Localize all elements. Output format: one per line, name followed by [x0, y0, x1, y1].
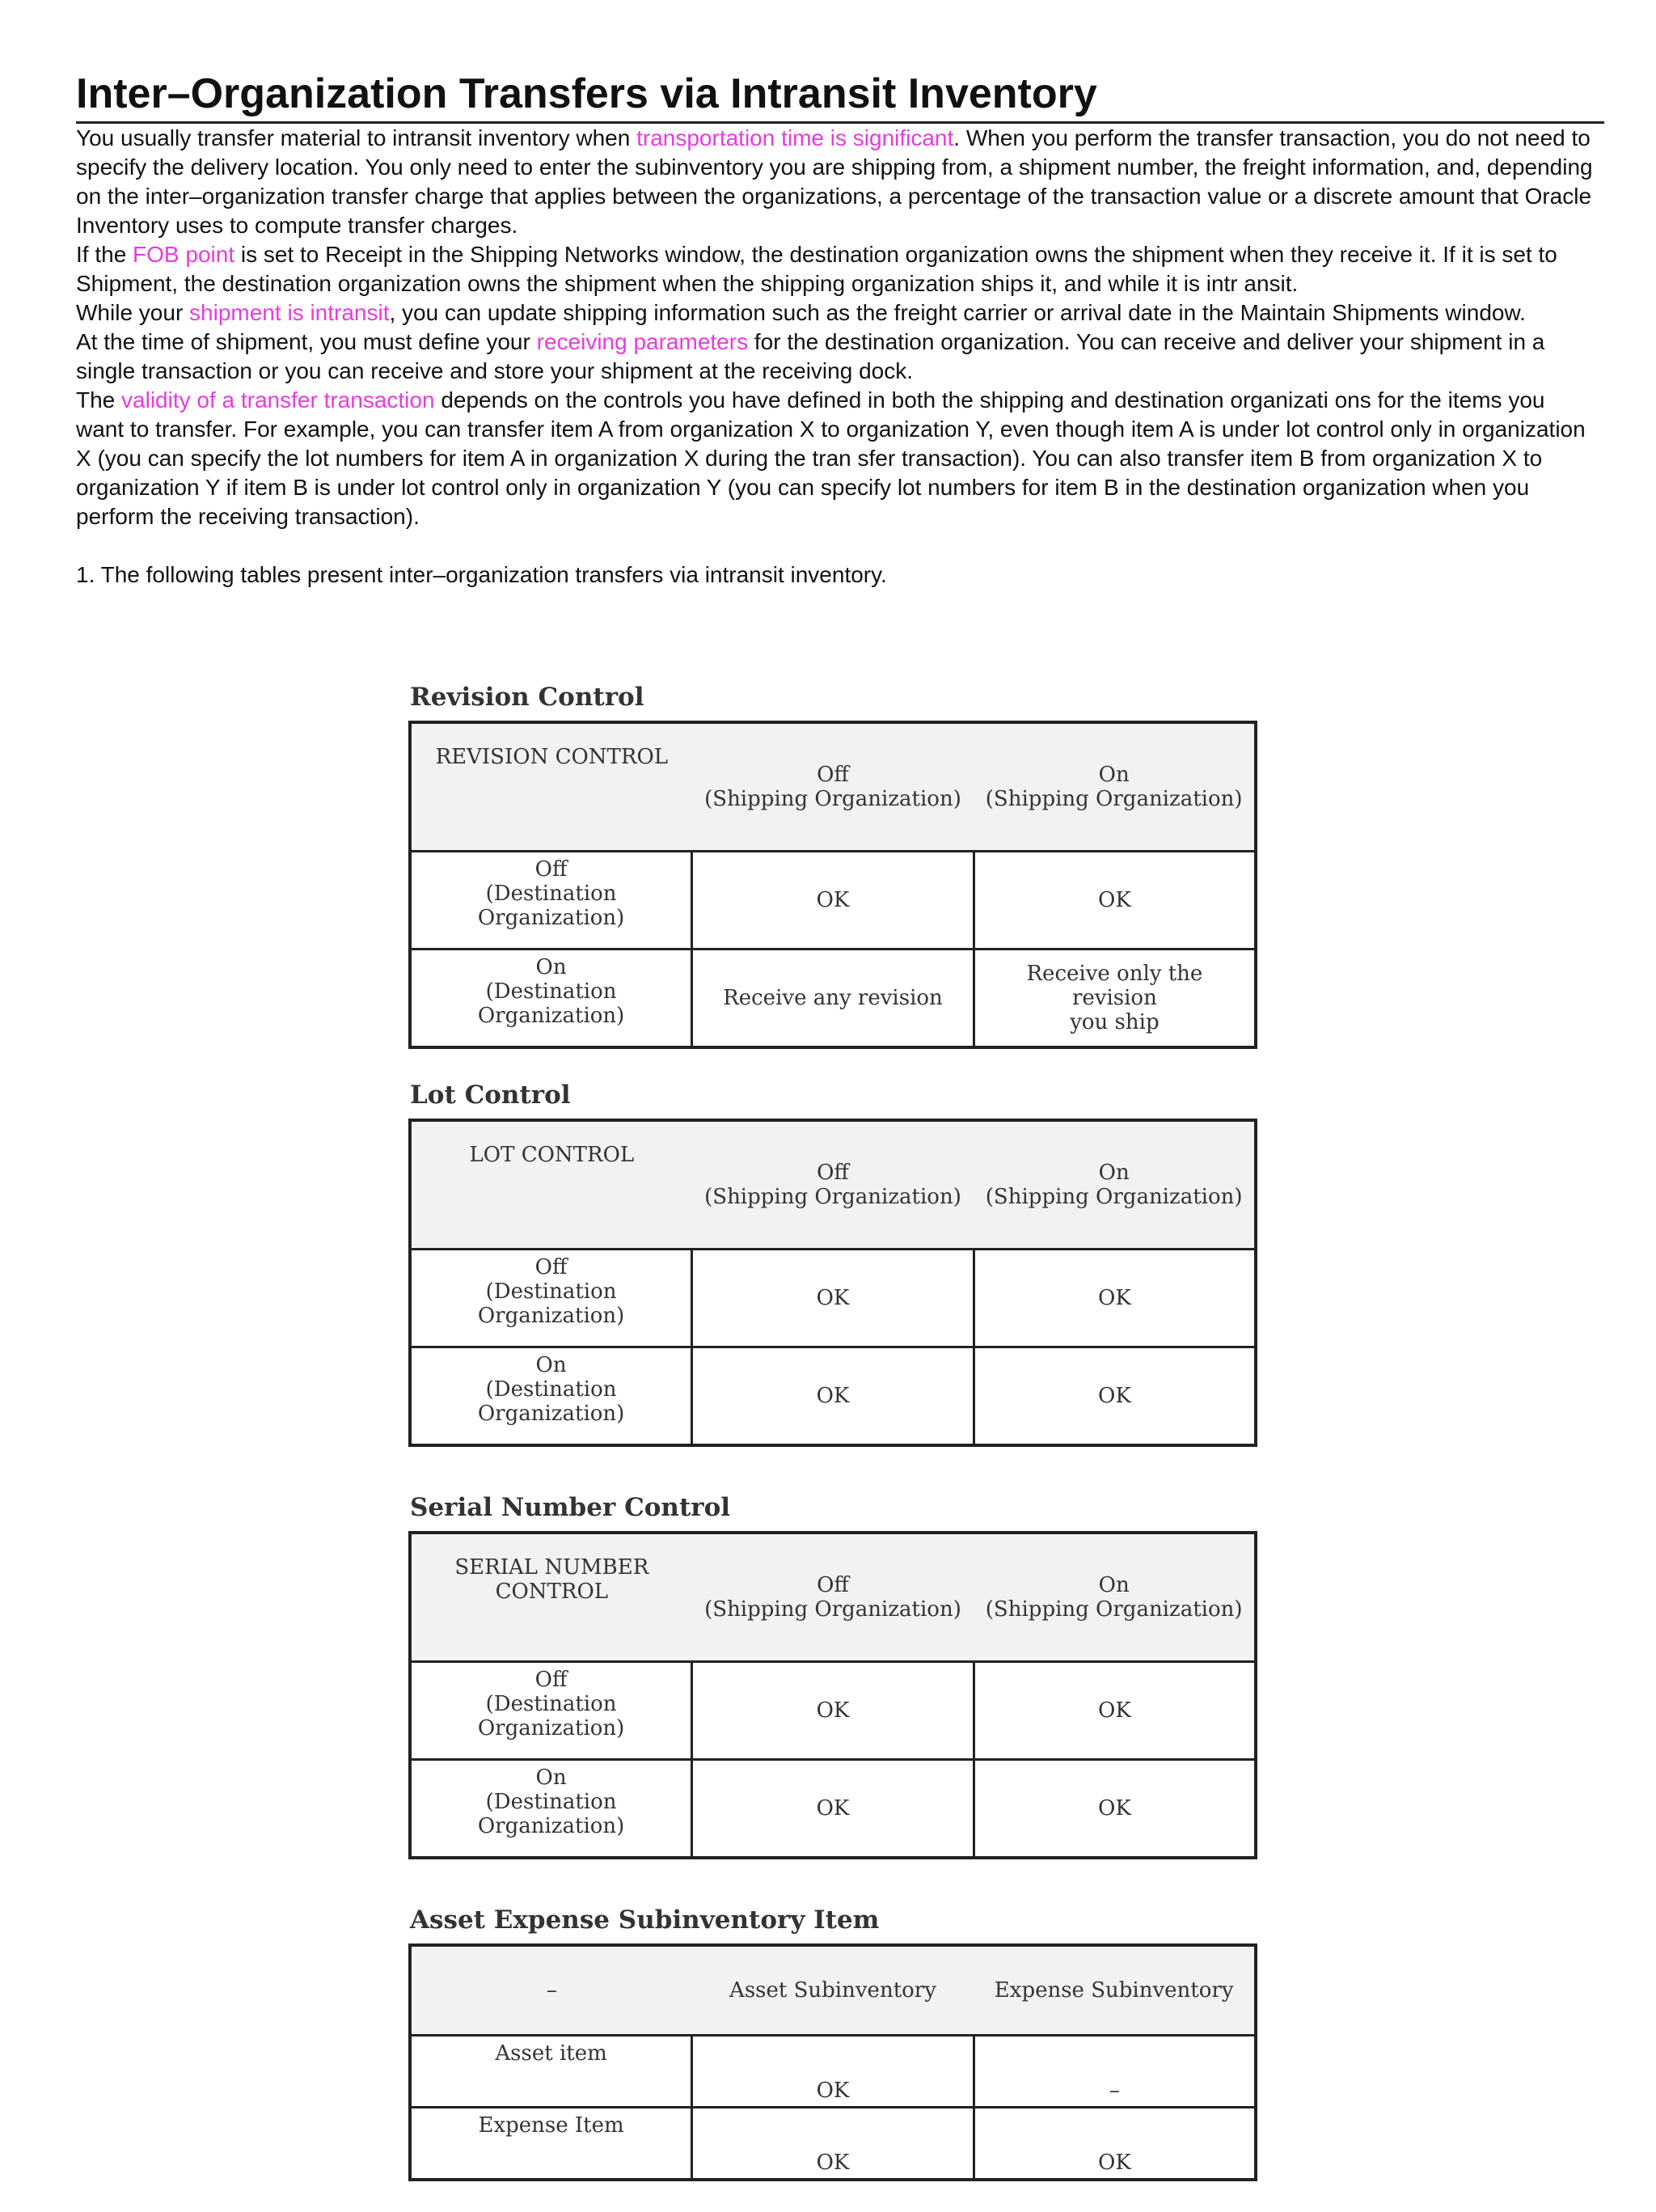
column-header: On (Shipping Organization)	[974, 1120, 1256, 1250]
row-header: On (Destination Organization)	[410, 1347, 692, 1446]
paragraph-text: is set to Receipt in the Shipping Networks window, the destination organization owns the shipment when they receive it. If it is set to Shipment, the destination organization owns the shipment when the shipping organization ships it, and while it is intr ansit.	[76, 242, 1557, 296]
paragraph-text: for the destination organization. You can receive and deliver your shipment in a single transaction or you can receive and store your shipment at the receiving dock.	[76, 329, 1545, 383]
row-header: Asset item	[410, 2036, 692, 2108]
link-fob-point[interactable]: FOB point	[133, 242, 235, 267]
paragraph-text: The	[76, 387, 122, 412]
table-cell: OK	[974, 1347, 1256, 1446]
table-cell: –	[974, 2036, 1256, 2108]
paragraph-text: , you can update shipping information such as the freight carrier or arrival date in the Maintain Shipments window.	[389, 300, 1526, 325]
row-header: Expense Item	[410, 2108, 692, 2180]
asset-expense-block	[408, 1905, 1265, 2181]
revision-control-title: Revision Control	[410, 683, 644, 712]
revision-control-table	[408, 721, 1257, 1049]
table-cell: OK	[974, 852, 1256, 950]
paragraph-fob	[76, 240, 1596, 298]
table-cell: OK	[974, 1760, 1256, 1859]
link-validity-transfer[interactable]: validity of a transfer transaction	[121, 387, 435, 412]
paragraph-text: You usually transfer material to intransit inventory when	[76, 125, 637, 150]
table-cell: OK	[692, 1250, 974, 1347]
column-header: Off (Shipping Organization)	[692, 1533, 974, 1662]
table-corner: SERIAL NUMBER CONTROL	[410, 1533, 692, 1662]
column-header: On (Shipping Organization)	[974, 1533, 1256, 1662]
page-title: Inter–Organization Transfers via Intransit Inventory	[76, 68, 1604, 124]
paragraph-text: depends on the controls you have defined in both the shipping and destination organizati ons for the items you want to transfer. For example, you can transfer item A from organization X to organization Y, even though item A is under lot control only in organization X (you can specify the lot numbers for item A in organization X during the tran sfer transaction). You can also transfer item B from organization X to organization Y if item B is under lot control only in organization Y (you can specify lot numbers for item B in the destination organization when you perform the receiving transaction).	[76, 387, 1586, 529]
row-header: Off (Destination Organization)	[410, 852, 692, 950]
link-receiving-parameters[interactable]: receiving parameters	[536, 329, 749, 354]
lot-control-block	[408, 1080, 1265, 1447]
lot-control-table	[408, 1119, 1257, 1447]
column-header: Off (Shipping Organization)	[692, 722, 974, 852]
paragraph-validity	[76, 386, 1596, 531]
table-cell: Receive only the revision you ship	[974, 950, 1256, 1048]
link-transportation-time[interactable]: transportation time is significant	[636, 125, 954, 150]
table-cell: OK	[692, 2036, 974, 2108]
table-cell: Receive any revision	[692, 950, 974, 1048]
list-item-1: 1. The following tables present inter–organization transfers via intransit inventory.	[76, 562, 887, 587]
table-cell: OK	[692, 1760, 974, 1859]
row-header: Off (Destination Organization)	[410, 1662, 692, 1760]
paragraph-text: If the	[76, 242, 133, 267]
control-tables	[408, 682, 1265, 2212]
asset-expense-table	[408, 1943, 1257, 2181]
table-cell: OK	[974, 2108, 1256, 2180]
column-header: Expense Subinventory	[974, 1945, 1256, 2036]
paragraph-text: . When you perform the transfer transaction, you do not need to specify the delivery location. You only need to enter the subinventory you are shipping from, a shipment number, the freight information, and, depending on the inter–organization transfer charge that applies between the organizations, a percentage of the transaction value or a discrete amount that Oracle Inventory uses to compute transfer charges.	[76, 125, 1593, 238]
serial-control-title: Serial Number Control	[410, 1493, 731, 1522]
column-header: Asset Subinventory	[692, 1945, 974, 2036]
table-corner: REVISION CONTROL	[410, 722, 692, 852]
table-cell: OK	[692, 2108, 974, 2180]
table-cell: OK	[692, 1662, 974, 1760]
table-cell: OK	[692, 1347, 974, 1446]
paragraph-intransit	[76, 298, 1596, 328]
revision-control-block	[408, 682, 1265, 1049]
table-cell: OK	[974, 1250, 1256, 1347]
table-cell: OK	[974, 1662, 1256, 1760]
asset-expense-title: Asset Expense Subinventory Item	[410, 1905, 880, 1935]
serial-control-table	[408, 1531, 1257, 1859]
column-header: On (Shipping Organization)	[974, 722, 1256, 852]
column-header: Off (Shipping Organization)	[692, 1120, 974, 1250]
paragraph-transport	[76, 124, 1596, 240]
table-corner: LOT CONTROL	[410, 1120, 692, 1250]
row-header: Off (Destination Organization)	[410, 1250, 692, 1347]
table-cell: OK	[692, 852, 974, 950]
lot-control-title: Lot Control	[410, 1081, 571, 1110]
paragraph-text: While your	[76, 300, 190, 325]
serial-control-block	[408, 1492, 1265, 1859]
document	[76, 68, 1596, 590]
row-header: On (Destination Organization)	[410, 1760, 692, 1859]
paragraph-receiving	[76, 328, 1596, 386]
table-corner: –	[410, 1945, 692, 2036]
link-shipment-intransit[interactable]: shipment is intransit	[189, 300, 390, 325]
paragraph-text: At the time of shipment, you must define your	[76, 329, 537, 354]
row-header: On (Destination Organization)	[410, 950, 692, 1048]
